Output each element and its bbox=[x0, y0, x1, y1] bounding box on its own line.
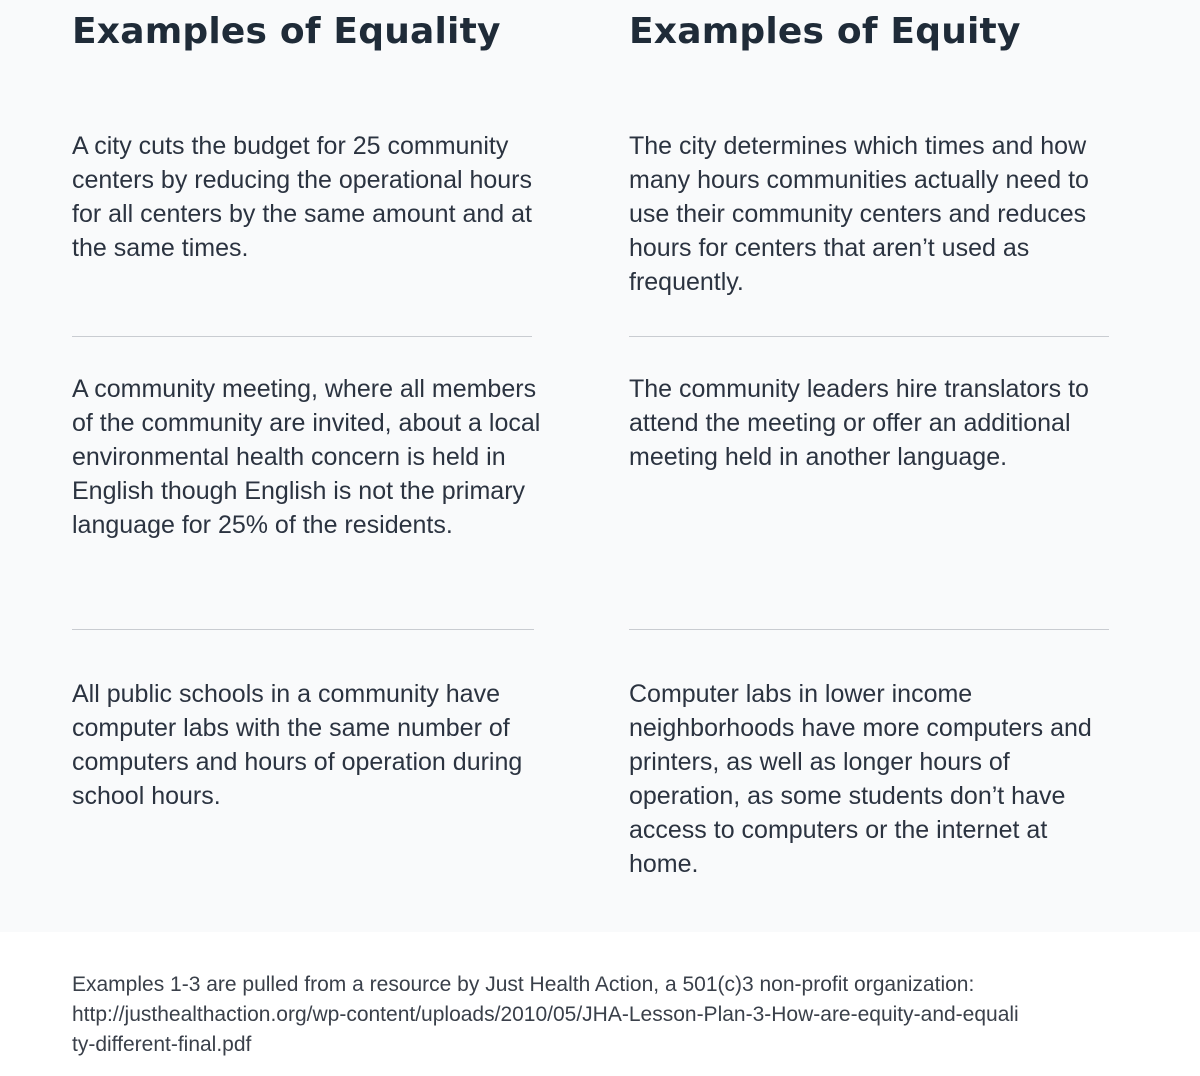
footnote-url-part-2[interactable]: ty-different-final.pdf bbox=[72, 1033, 252, 1056]
divider-right-2 bbox=[629, 629, 1109, 630]
equity-example-1: The city determines which times and how many hours communities actually need to use their community centers and reduces hours for centers that aren’t used as frequently. bbox=[629, 132, 1089, 296]
equity-example-2: The community leaders hire translators to attend the meeting or offer an additional meeting held in another language. bbox=[629, 375, 1089, 471]
divider-right-1 bbox=[629, 336, 1109, 337]
source-footnote bbox=[72, 970, 1132, 1060]
equality-example-2: A community meeting, where all members of the community are invited, about a local environmental health concern is held in English though English is not the primary language for 25% of the residents. bbox=[72, 375, 541, 539]
equality-example-1: A city cuts the budget for 25 community centers by reducing the operational hours for all centers by the same amount and at the same times. bbox=[72, 132, 533, 262]
equality-example-3: All public schools in a community have computer labs with the same number of computers and hours of operation during school hours. bbox=[72, 680, 523, 810]
divider-left-2 bbox=[72, 629, 534, 630]
footnote-text: Examples 1-3 are pulled from a resource by Just Health Action, a 501(c)3 non-profit organization: bbox=[72, 973, 975, 996]
equity-example-3: Computer labs in lower income neighborhoods have more computers and printers, as well as longer hours of operation, as some students don’t have access to computers or the internet at home. bbox=[629, 680, 1092, 878]
equity-heading: Examples of Equity bbox=[629, 11, 1021, 52]
equality-heading: Examples of Equality bbox=[72, 11, 501, 52]
footnote-url-part-1[interactable]: http://justhealthaction.org/wp-content/uploads/2010/05/JHA-Lesson-Plan-3-How-are-equity-and-equali bbox=[72, 1003, 1019, 1026]
divider-left-1 bbox=[72, 336, 532, 337]
